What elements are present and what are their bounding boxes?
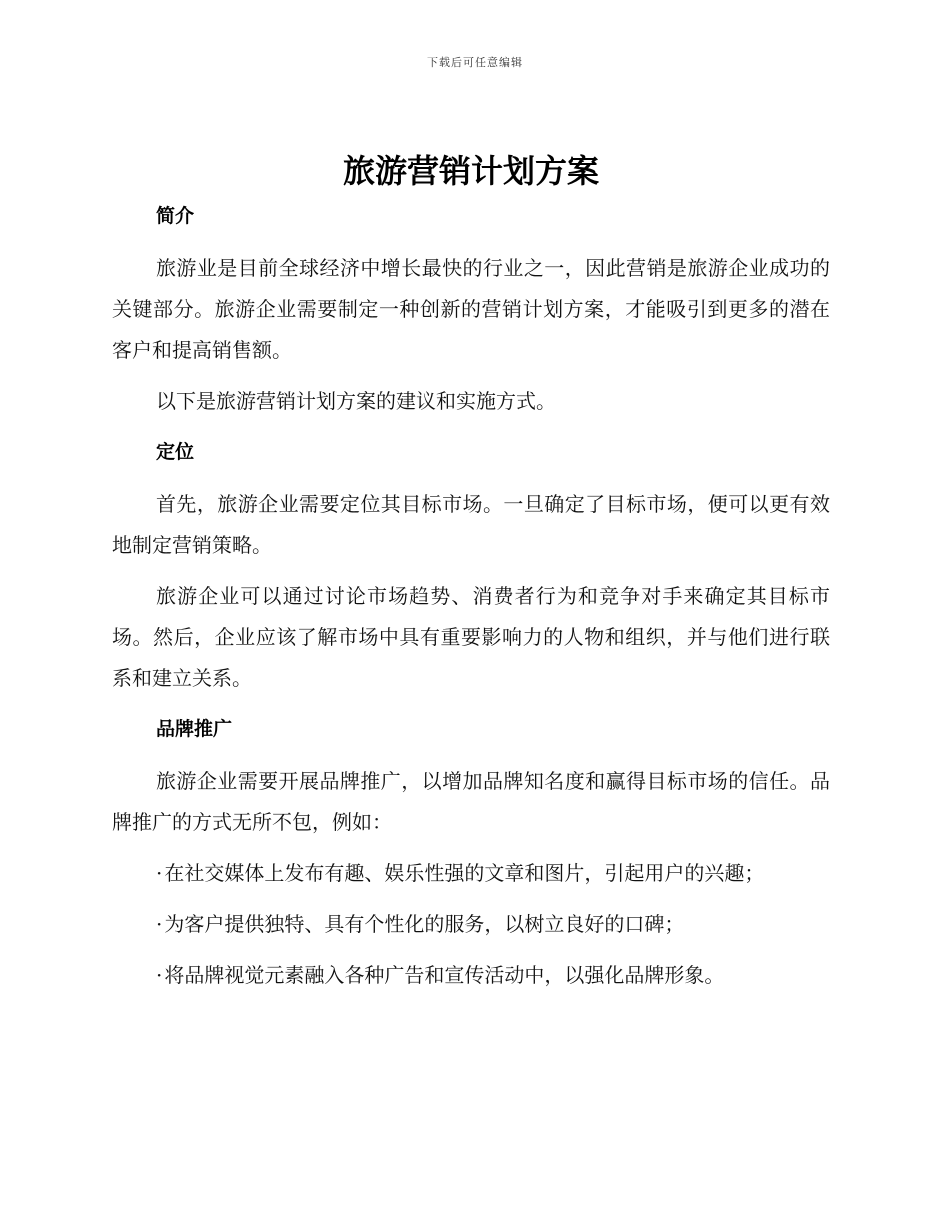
bullet-text: 为客户提供独特、具有个性化的服务，以树立良好的口碑；	[164, 912, 685, 936]
bullet-marker: ·	[156, 963, 163, 987]
paragraph: 旅游企业需要开展品牌推广，以增加品牌知名度和赢得目标市场的信任。品牌推广的方式无所不包，例如：	[112, 769, 830, 834]
header-note: 下载后可任意编辑	[427, 56, 523, 69]
paragraph: 首先，旅游企业需要定位其目标市场。一旦确定了目标市场，便可以更有效地制定营销策略。	[112, 492, 830, 557]
paragraph: 旅游业是目前全球经济中增长最快的行业之一，因此营销是旅游企业成功的关键部分。旅游企业需要制定一种创新的营销计划方案，才能吸引到更多的潜在客户和提高销售额。	[112, 256, 830, 362]
section-heading-positioning: 定位	[156, 441, 195, 463]
bullet-marker: ·	[156, 861, 163, 885]
section-heading-intro: 简介	[156, 205, 195, 227]
document-body	[112, 148, 830, 996]
section-heading-brand-promotion: 品牌推广	[156, 718, 233, 740]
bullet-marker: ·	[156, 912, 163, 936]
bullet-text: 在社交媒体上发布有趣、娱乐性强的文章和图片，引起用户的兴趣；	[164, 861, 765, 885]
bullet-text: 将品牌视觉元素融入各种广告和宣传活动中，以强化品牌形象。	[164, 963, 725, 987]
bullet-item	[112, 955, 830, 996]
paragraph: 旅游企业可以通过讨论市场趋势、消费者行为和竞争对手来确定其目标市场。然后，企业应该了解市场中具有重要影响力的人物和组织，并与他们进行联系和建立关系。	[112, 584, 830, 690]
paragraph: 以下是旅游营销计划方案的建议和实施方式。	[156, 389, 556, 413]
bullet-item	[112, 904, 830, 945]
document-title: 旅游营销计划方案	[342, 152, 599, 190]
bullet-item	[112, 853, 830, 894]
